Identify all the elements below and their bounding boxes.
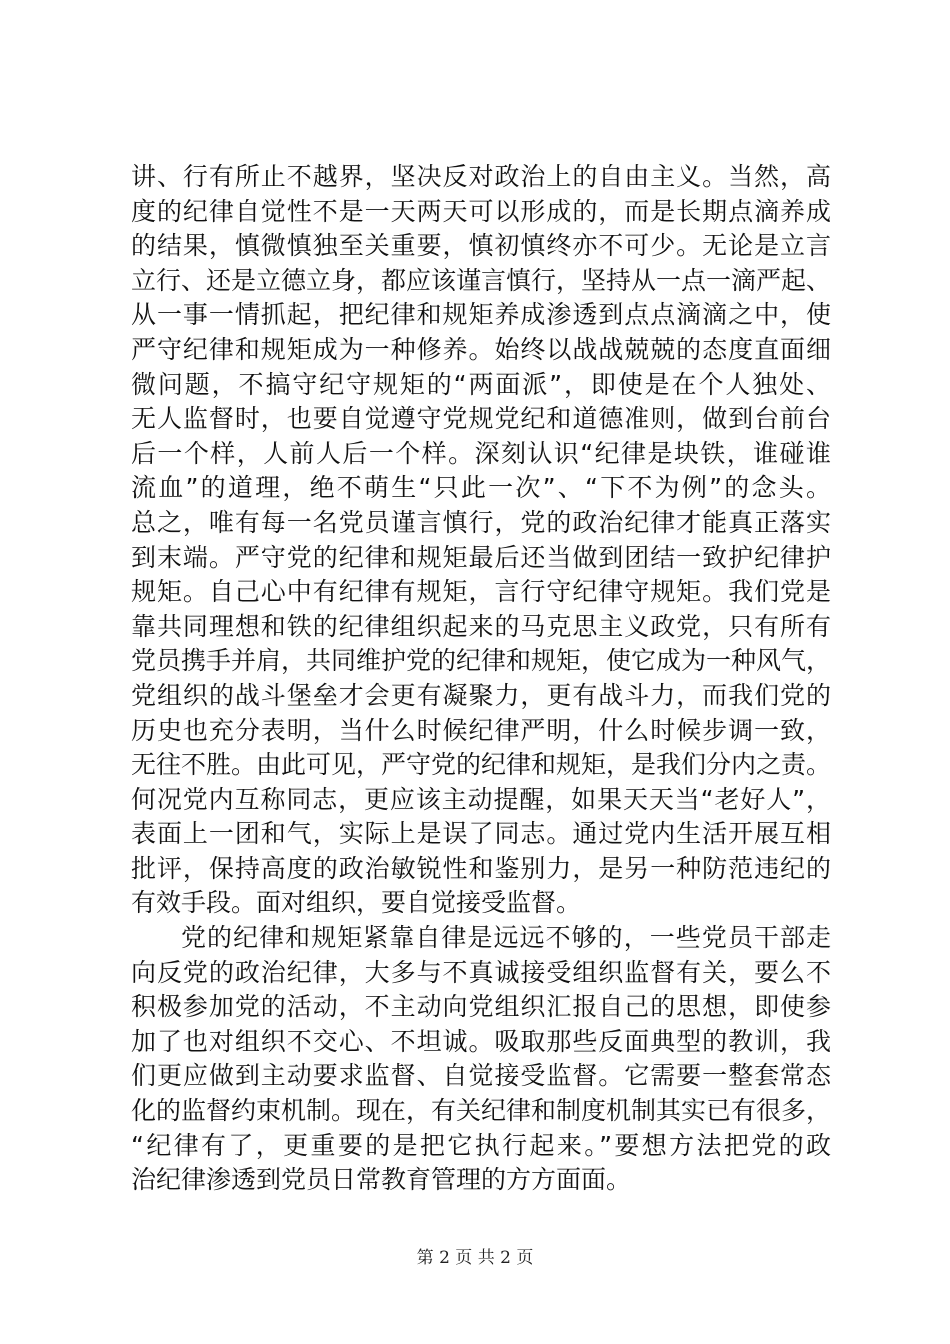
text-line: 有效手段。面对组织，要自觉接受监督。 [131,888,582,918]
text-line: 化的监督约束机制。现在，有关纪律和制度机制其实已有很多， [131,1096,832,1126]
text-line: 立行、还是立德立身，都应该谨言慎行，坚持从一点一滴严起、 [131,265,832,295]
text-line: 度的纪律自觉性不是一天两天可以形成的，而是长期点滴养成 [131,196,831,226]
text-line: 积极参加党的活动，不主动向党组织汇报自己的思想，即使参 [131,992,831,1022]
text-line: 党员携手并肩，共同维护党的纪律和规矩，使它成为一种风气， [131,646,832,676]
text-line: 微问题，不搞守纪守规矩的“两面派”，即使是在个人独处、 [131,369,831,399]
paragraph-2 [131,921,831,1198]
text-line: 批评，保持高度的政治敏锐性和鉴别力，是另一种防范违纪的 [131,853,831,883]
text-line: 流血”的道理，绝不萌生“只此一次”、“下不为例”的念头。 [131,473,831,503]
text-line: 无人监督时，也要自觉遵守党规党纪和道德准则，做到台前台 [131,404,831,434]
text-line: “纪律有了，更重要的是把它执行起来。”要想方法把党的政 [131,1130,831,1160]
text-line: 表面上一团和气，实际上是误了同志。通过党内生活开展互相 [131,819,831,849]
text-line: 治纪律渗透到党员日常教育管理的方方面面。 [131,1165,632,1195]
text-line: 党的纪律和规矩紧靠自律是远远不够的，一些党员干部走 [181,923,831,953]
text-line: 严守纪律和规矩成为一种修养。始终以战战兢兢的态度直面细 [131,334,831,364]
text-line: 历史也充分表明，当什么时候纪律严明，什么时候步调一致， [131,715,831,745]
text-line: 讲、行有所止不越界，坚决反对政治上的自由主义。当然，高 [131,162,831,191]
text-line: 党组织的战斗堡垒才会更有凝聚力，更有战斗力，而我们党的 [131,680,831,710]
text-line: 的结果，慎微慎独至关重要，慎初慎终亦不可少。无论是立言 [131,231,831,261]
page-number-footer: 第 2 页 共 2 页 [416,1248,534,1268]
text-line: 到末端。严守党的纪律和规矩最后还当做到团结一致护纪律护 [131,542,831,572]
text-line: 后一个样，人前人后一个样。深刻认识“纪律是块铁，谁碰谁 [131,438,831,468]
text-line: 规矩。自己心中有纪律有规矩，言行守纪律守规矩。我们党是 [131,577,831,607]
text-line: 们更应做到主动要求监督、自觉接受监督。它需要一整套常态 [131,1061,831,1091]
text-line: 加了也对组织不交心、不坦诚。吸取那些反面典型的教训，我 [131,1026,831,1056]
text-line: 靠共同理想和铁的纪律组织起来的马克思主义政党，只有所有 [131,611,831,641]
text-line: 从一事一情抓起，把纪律和规矩养成渗透到点点滴滴之中，使 [131,300,831,330]
text-line: 向反党的政治纪律，大多与不真诚接受组织监督有关，要么不 [131,957,831,987]
text-line: 何况党内互称同志，更应该主动提醒，如果天天当“老好人”， [131,784,831,814]
document-body [131,160,831,1198]
text-line: 总之，唯有每一名党员谨言慎行，党的政治纪律才能真正落实 [131,507,831,537]
paragraph-1 [131,160,831,921]
text-line: 无往不胜。由此可见，严守党的纪律和规矩，是我们分内之责。 [131,750,832,780]
